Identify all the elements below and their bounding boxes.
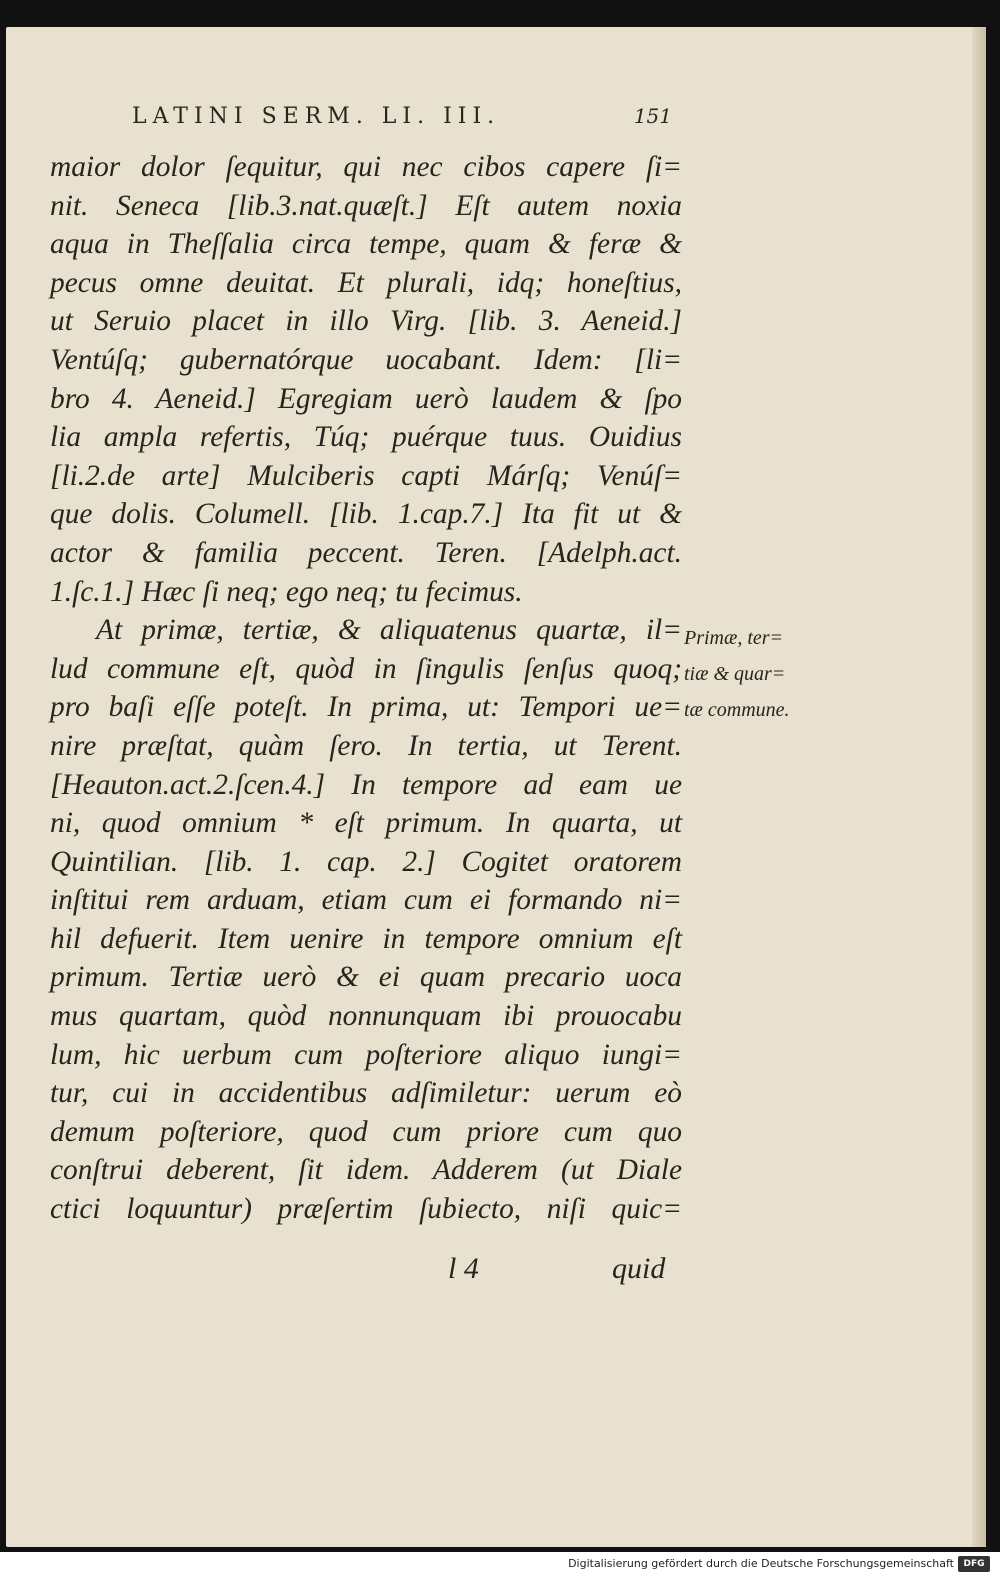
text-line: 1.ſc.1.] Hæc ſi neq; ego neq; tu fecimus. <box>50 575 523 608</box>
page-number: 151 <box>633 104 672 128</box>
text-line: aqua in Theſſalia circa tempe, quam & feræ & <box>50 228 682 261</box>
text-line: ctici loquuntur) præſertim ſubiecto, niſi quic= <box>50 1193 682 1226</box>
text-line: que dolis. Columell. [lib. 1.cap.7.] Ita fit ut & <box>50 498 682 531</box>
text-line: bro 4. Aeneid.] Egregiam uerò laudem & ſpo <box>50 382 682 415</box>
text-line: At primæ, tertiæ, & aliquatenus quartæ, il= <box>96 614 682 647</box>
text-line: ut Seruio placet in illo Virg. [lib. 3. Aeneid.] <box>50 305 682 338</box>
text-line: nit. Seneca [lib.3.nat.quæſt.] Eſt autem noxia <box>50 189 682 222</box>
text-line: maior dolor ſequitur, qui nec cibos capere ſi= <box>50 151 682 183</box>
funding-credit: Digitalisierung gefördert durch die Deutsche Forschungsgemeinschaft <box>568 1557 954 1570</box>
text-line: conſtrui deberent, ſit idem. Adderem (ut Diale <box>50 1154 682 1187</box>
text-line: demum poſteriore, quod cum priore cum quo <box>50 1115 682 1148</box>
text-line: lud commune eſt, quòd in ſingulis ſenſus quoq; <box>50 652 682 685</box>
text-line: lia ampla refertis, Túq; puérque tuus. Ouidius <box>50 421 682 454</box>
text-line: nire præſtat, quàm ſero. In tertia, ut Terent. <box>50 729 682 762</box>
text-line: mus quartam, quòd nonnunquam ibi prouocabu <box>50 1000 682 1033</box>
text-line: [li.2.de arte] Mulciberis capti Márſq; Venúſ= <box>50 459 682 492</box>
page-edge <box>972 27 986 1547</box>
text-line: [Heauton.act.2.ſcen.4.] In tempore ad eam ue <box>50 768 682 801</box>
text-line: pro baſi eſſe poteſt. In prima, ut: Tempori ue= <box>50 691 682 724</box>
margin-note-line: tæ commune. <box>684 699 790 721</box>
text-line: actor & familia peccent. Teren. [Adelph.act. <box>50 536 682 569</box>
text-line: pecus omne deuitat. Et plurali, idq; honeſtius, <box>50 266 682 299</box>
catchword: quid <box>612 1252 666 1285</box>
text-line: ni, quod omnium * eſt primum. In quarta, ut <box>50 807 682 840</box>
body-text <box>50 148 682 1229</box>
margin-note <box>684 620 844 728</box>
text-line: tur, cui in accidentibus adſimiletur: uerum eò <box>50 1077 682 1110</box>
margin-note-line: Primæ, ter= <box>684 627 784 649</box>
margin-note-line: tiæ & quar= <box>684 663 786 685</box>
dfg-logo: DFG <box>958 1556 990 1572</box>
text-line: Ventúſq; gubernatórque uocabant. Idem: [li= <box>50 343 682 376</box>
text-line: lum, hic uerbum cum poſteriore aliquo iungi= <box>50 1038 682 1071</box>
text-line: hil defuerit. Item uenire in tempore omnium eſt <box>50 922 682 955</box>
signature-mark: l 4 <box>448 1252 479 1285</box>
text-line: primum. Tertiæ uerò & ei quam precario uoca <box>50 961 682 994</box>
text-line: Quintilian. [lib. 1. cap. 2.] Cogitet oratorem <box>50 845 682 878</box>
running-head: LATINI SERM. LI. III. <box>132 104 501 129</box>
text-line: inſtitui rem arduam, etiam cum ei formando ni= <box>50 884 682 917</box>
page-header <box>132 104 672 129</box>
